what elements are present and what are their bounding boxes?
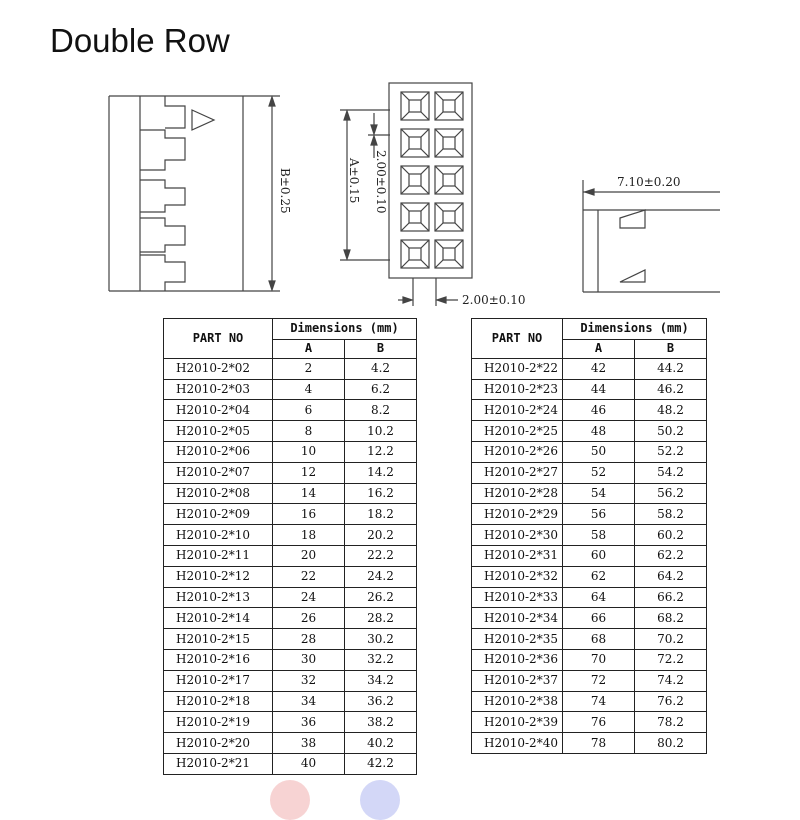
table-row [164,504,417,525]
table-row [164,629,417,650]
part-no-cell: H2010-2*16 [164,649,273,670]
dim-a-cell: 76 [563,712,635,733]
table-row [164,608,417,629]
dim-b-cell: 70.2 [635,629,707,650]
table-row [164,691,417,712]
pin-cavity [401,166,429,194]
dim-a-cell: 58 [563,525,635,546]
dim-width-label: 7.10±0.20 [617,175,681,189]
part-no-cell: H2010-2*23 [472,379,563,400]
part-no-cell: H2010-2*03 [164,379,273,400]
table-row [472,712,707,733]
dim-b-cell: 76.2 [635,691,707,712]
part-no-cell: H2010-2*14 [164,608,273,629]
dim-a-cell: 50 [563,441,635,462]
table-row [472,587,707,608]
dim-a-cell: 42 [563,358,635,379]
part-no-cell: H2010-2*02 [164,358,273,379]
table-row [472,400,707,421]
part-no-cell: H2010-2*20 [164,733,273,754]
dim-b-cell: 36.2 [345,691,417,712]
dim-a-cell: 56 [563,504,635,525]
dim-b-cell: 44.2 [635,358,707,379]
dim-a-cell: 30 [273,649,345,670]
dim-b-cell: 22.2 [345,545,417,566]
parts-table-right [471,318,707,754]
pin-cavity [401,203,429,231]
header-col-a: A [563,339,635,358]
dim-a-cell: 26 [273,608,345,629]
dim-b-cell: 34.2 [345,670,417,691]
dim-b-cell: 72.2 [635,649,707,670]
table-row [472,421,707,442]
part-no-cell: H2010-2*21 [164,753,273,774]
dim-a-cell: 66 [563,608,635,629]
part-no-cell: H2010-2*28 [472,483,563,504]
part-no-cell: H2010-2*04 [164,400,273,421]
table-row [472,483,707,504]
dim-a-cell: 24 [273,587,345,608]
header-dimensions: Dimensions (mm) [563,319,707,340]
header-part-no: PART NO [164,319,273,359]
dim-b-cell: 64.2 [635,566,707,587]
dim-a-cell: 28 [273,629,345,650]
dim-b-cell: 52.2 [635,441,707,462]
part-no-cell: H2010-2*40 [472,733,563,754]
table-row [472,691,707,712]
dim-b-cell: 58.2 [635,504,707,525]
dim-a-label: A±0.15 [347,158,361,204]
header-col-b: B [345,339,417,358]
dim-b-cell: 8.2 [345,400,417,421]
table-row [164,441,417,462]
table-row [472,441,707,462]
dim-a-cell: 44 [563,379,635,400]
part-no-cell: H2010-2*38 [472,691,563,712]
table-row [472,608,707,629]
dim-a-cell: 48 [563,421,635,442]
dim-b-cell: 80.2 [635,733,707,754]
part-no-cell: H2010-2*05 [164,421,273,442]
table-row [472,566,707,587]
part-no-cell: H2010-2*11 [164,545,273,566]
dim-a-cell: 8 [273,421,345,442]
pin-cavity [435,203,463,231]
table-row [164,733,417,754]
dim-b-cell: 30.2 [345,629,417,650]
dim-a-cell: 70 [563,649,635,670]
table-row [472,525,707,546]
table-row [164,753,417,774]
pin-cavity [435,240,463,268]
dim-a-cell: 34 [273,691,345,712]
pin-cavity [401,129,429,157]
dim-a-cell: 10 [273,441,345,462]
dim-a-cell: 78 [563,733,635,754]
dim-b-cell: 62.2 [635,545,707,566]
part-no-cell: H2010-2*30 [472,525,563,546]
dim-a-cell: 68 [563,629,635,650]
table-row [472,462,707,483]
table-row [164,525,417,546]
dim-a-cell: 36 [273,712,345,733]
dim-b-cell: 28.2 [345,608,417,629]
pin-cavity [435,129,463,157]
table-row [164,400,417,421]
dim-b-cell: 26.2 [345,587,417,608]
table-row [472,649,707,670]
dim-b-cell: 38.2 [345,712,417,733]
dim-a-cell: 22 [273,566,345,587]
part-no-cell: H2010-2*15 [164,629,273,650]
dim-b-cell: 66.2 [635,587,707,608]
dim-b-cell: 18.2 [345,504,417,525]
part-no-cell: H2010-2*25 [472,421,563,442]
dim-a-cell: 40 [273,753,345,774]
table-row [472,629,707,650]
dim-b-cell: 46.2 [635,379,707,400]
part-no-cell: H2010-2*26 [472,441,563,462]
part-no-cell: H2010-2*31 [472,545,563,566]
dim-b-cell: 24.2 [345,566,417,587]
table-row [164,545,417,566]
pin-grid [401,92,463,268]
table-row [164,649,417,670]
connector-drawings [0,0,800,320]
dim-a-cell: 64 [563,587,635,608]
part-no-cell: H2010-2*33 [472,587,563,608]
part-no-cell: H2010-2*09 [164,504,273,525]
dim-b-cell: 12.2 [345,441,417,462]
part-no-cell: H2010-2*32 [472,566,563,587]
part-no-cell: H2010-2*10 [164,525,273,546]
side-view-drawing [109,96,280,291]
table-row [164,483,417,504]
pin-cavity [435,166,463,194]
part-no-cell: H2010-2*18 [164,691,273,712]
dim-a-cell: 20 [273,545,345,566]
dim-b-label: B±0.25 [278,168,292,214]
dim-a-cell: 74 [563,691,635,712]
part-no-cell: H2010-2*39 [472,712,563,733]
part-no-cell: H2010-2*13 [164,587,273,608]
dim-a-cell: 2 [273,358,345,379]
part-no-cell: H2010-2*17 [164,670,273,691]
part-no-cell: H2010-2*34 [472,608,563,629]
part-no-cell: H2010-2*35 [472,629,563,650]
dim-pitch-h-label: 2.00±0.10 [462,293,526,307]
dim-b-cell: 14.2 [345,462,417,483]
header-col-b: B [635,339,707,358]
dim-a-cell: 32 [273,670,345,691]
pin-cavity [401,240,429,268]
dim-a-cell: 62 [563,566,635,587]
table-row [164,379,417,400]
part-no-cell: H2010-2*06 [164,441,273,462]
table-row [472,670,707,691]
dim-b-cell: 68.2 [635,608,707,629]
dim-a-cell: 52 [563,462,635,483]
part-no-cell: H2010-2*29 [472,504,563,525]
table-row [472,733,707,754]
table-row [472,358,707,379]
table-row [472,545,707,566]
dim-b-cell: 50.2 [635,421,707,442]
dim-b-cell: 40.2 [345,733,417,754]
table-row [164,358,417,379]
part-no-cell: H2010-2*24 [472,400,563,421]
dim-b-cell: 16.2 [345,483,417,504]
table-row [164,712,417,733]
dim-b-cell: 20.2 [345,525,417,546]
part-no-cell: H2010-2*37 [472,670,563,691]
dim-b-cell: 60.2 [635,525,707,546]
part-no-cell: H2010-2*19 [164,712,273,733]
dim-a-cell: 6 [273,400,345,421]
dim-pitch-v-label: 2.00±0.10 [374,150,388,214]
table-row [164,462,417,483]
dim-b-cell: 4.2 [345,358,417,379]
dim-b-cell: 6.2 [345,379,417,400]
watermark-decoration [360,780,400,820]
dim-b-cell: 78.2 [635,712,707,733]
dim-a-cell: 16 [273,504,345,525]
dim-b-cell: 74.2 [635,670,707,691]
dim-a-cell: 54 [563,483,635,504]
table-row [164,587,417,608]
top-view-drawing [583,180,720,292]
pin-cavity [435,92,463,120]
dim-b-cell: 42.2 [345,753,417,774]
part-no-cell: H2010-2*07 [164,462,273,483]
dim-a-cell: 18 [273,525,345,546]
table-row [472,379,707,400]
parts-table-left [163,318,417,775]
header-part-no: PART NO [472,319,563,359]
part-no-cell: H2010-2*36 [472,649,563,670]
dim-b-cell: 56.2 [635,483,707,504]
table-row [164,566,417,587]
dim-b-cell: 54.2 [635,462,707,483]
dim-b-cell: 48.2 [635,400,707,421]
dim-a-cell: 46 [563,400,635,421]
part-no-cell: H2010-2*27 [472,462,563,483]
header-col-a: A [273,339,345,358]
part-no-cell: H2010-2*08 [164,483,273,504]
part-no-cell: H2010-2*22 [472,358,563,379]
dim-a-cell: 4 [273,379,345,400]
table-row [472,504,707,525]
dim-a-cell: 72 [563,670,635,691]
dim-b-cell: 32.2 [345,649,417,670]
page-title: Double Row [50,22,230,59]
dim-a-cell: 14 [273,483,345,504]
dim-b-cell: 10.2 [345,421,417,442]
table-row [164,670,417,691]
dim-a-cell: 60 [563,545,635,566]
pin-cavity [401,92,429,120]
watermark-decoration [270,780,310,820]
part-no-cell: H2010-2*12 [164,566,273,587]
header-dimensions: Dimensions (mm) [273,319,417,340]
table-row [164,421,417,442]
dim-a-cell: 12 [273,462,345,483]
dim-a-cell: 38 [273,733,345,754]
